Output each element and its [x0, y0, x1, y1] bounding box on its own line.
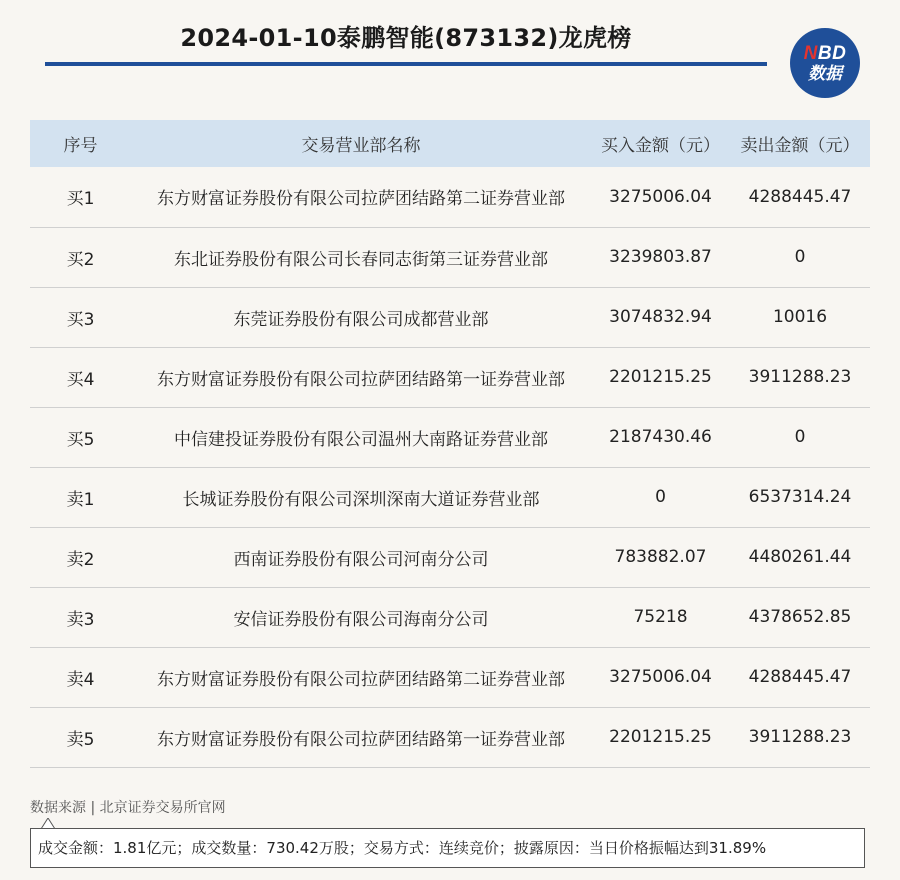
- title-underline: [45, 62, 767, 66]
- col-header-seq: 序号: [63, 136, 98, 156]
- row-seq: 卖3: [66, 609, 95, 630]
- row-seq: 买5: [66, 429, 95, 450]
- table-row: [30, 167, 870, 227]
- col-header-buy-amount: 买入金额（元）: [601, 136, 720, 156]
- trade-summary-note: 成交金额：1.81亿元；成交数量：730.42万股；交易方式：连续竞价；披露原因：当日价格振幅达到31.89%: [30, 828, 865, 868]
- row-sell-amount: 3911288.23: [748, 727, 852, 747]
- row-branch-name: 西南证券股份有限公司河南分公司: [233, 549, 489, 570]
- row-buy-amount: 75218: [633, 607, 688, 627]
- row-seq: 卖4: [66, 669, 95, 690]
- row-branch-name: 安信证券股份有限公司海南分公司: [233, 609, 489, 630]
- table-row: [30, 527, 870, 587]
- row-sell-amount: 6537314.24: [748, 487, 852, 507]
- page-title: 2024-01-10泰鹏智能(873132)龙虎榜: [180, 24, 632, 52]
- logo-top-letters: BD: [817, 43, 847, 64]
- row-sell-amount: 4288445.47: [748, 186, 852, 207]
- row-sell-amount: 10016: [772, 307, 828, 327]
- row-seq: 买4: [66, 369, 95, 390]
- row-branch-name: 东莞证券股份有限公司成都营业部: [233, 309, 489, 330]
- row-buy-amount: 3239803.87: [609, 247, 712, 267]
- table-row: [30, 287, 870, 347]
- row-seq: 买2: [66, 249, 95, 270]
- row-buy-amount: 783882.07: [614, 547, 707, 567]
- row-seq: 卖2: [66, 549, 95, 570]
- table-row: [30, 587, 870, 647]
- table-row: [30, 467, 870, 527]
- row-buy-amount: 3275006.04: [609, 186, 712, 207]
- row-sell-amount: 3911288.23: [748, 367, 852, 387]
- table-row: [30, 347, 870, 407]
- row-sell-amount: 0: [794, 427, 806, 447]
- row-branch-name: 东方财富证券股份有限公司拉萨团结路第一证券营业部: [157, 729, 565, 750]
- row-sell-amount: 0: [794, 247, 806, 267]
- row-branch-name: 东北证券股份有限公司长春同志街第三证券营业部: [174, 249, 548, 270]
- logo-bottom-text: 数据: [808, 64, 842, 83]
- row-branch-name: 东方财富证券股份有限公司拉萨团结路第二证券营业部: [157, 189, 565, 210]
- table-row: [30, 647, 870, 707]
- row-buy-amount: 3074832.94: [609, 307, 712, 327]
- row-seq: 买1: [66, 189, 95, 210]
- row-buy-amount: 3275006.04: [609, 667, 712, 687]
- table-row: [30, 707, 870, 767]
- row-buy-amount: 2201215.25: [609, 727, 712, 747]
- row-sell-amount: 4288445.47: [748, 667, 852, 687]
- data-source: 数据来源 | 北京证券交易所官网: [30, 800, 226, 816]
- logo-accent-letter: N: [803, 43, 818, 64]
- col-header-branch-name: 交易营业部名称: [301, 136, 421, 156]
- row-seq: 卖1: [66, 489, 95, 510]
- row-branch-name: 长城证券股份有限公司深圳深南大道证券营业部: [182, 489, 540, 510]
- row-buy-amount: 2187430.46: [609, 427, 712, 447]
- row-seq: 买3: [66, 309, 95, 330]
- table-header-row: [30, 120, 870, 167]
- row-branch-name: 东方财富证券股份有限公司拉萨团结路第二证券营业部: [157, 669, 565, 690]
- row-branch-name: 中信建投证券股份有限公司温州大南路证券营业部: [174, 429, 548, 450]
- row-seq: 卖5: [66, 729, 95, 750]
- nbd-logo: [790, 28, 860, 98]
- row-sell-amount: 4480261.44: [748, 547, 852, 567]
- table-row: [30, 407, 870, 467]
- row-buy-amount: 0: [655, 487, 666, 507]
- row-buy-amount: 2201215.25: [609, 367, 712, 387]
- dragon-tiger-table: [30, 120, 870, 768]
- row-sell-amount: 4378652.85: [748, 607, 852, 627]
- col-header-sell-amount: 卖出金额（元）: [740, 136, 860, 156]
- row-branch-name: 东方财富证券股份有限公司拉萨团结路第一证券营业部: [157, 369, 565, 390]
- table-row: [30, 227, 870, 287]
- logo-top-text: [804, 44, 847, 63]
